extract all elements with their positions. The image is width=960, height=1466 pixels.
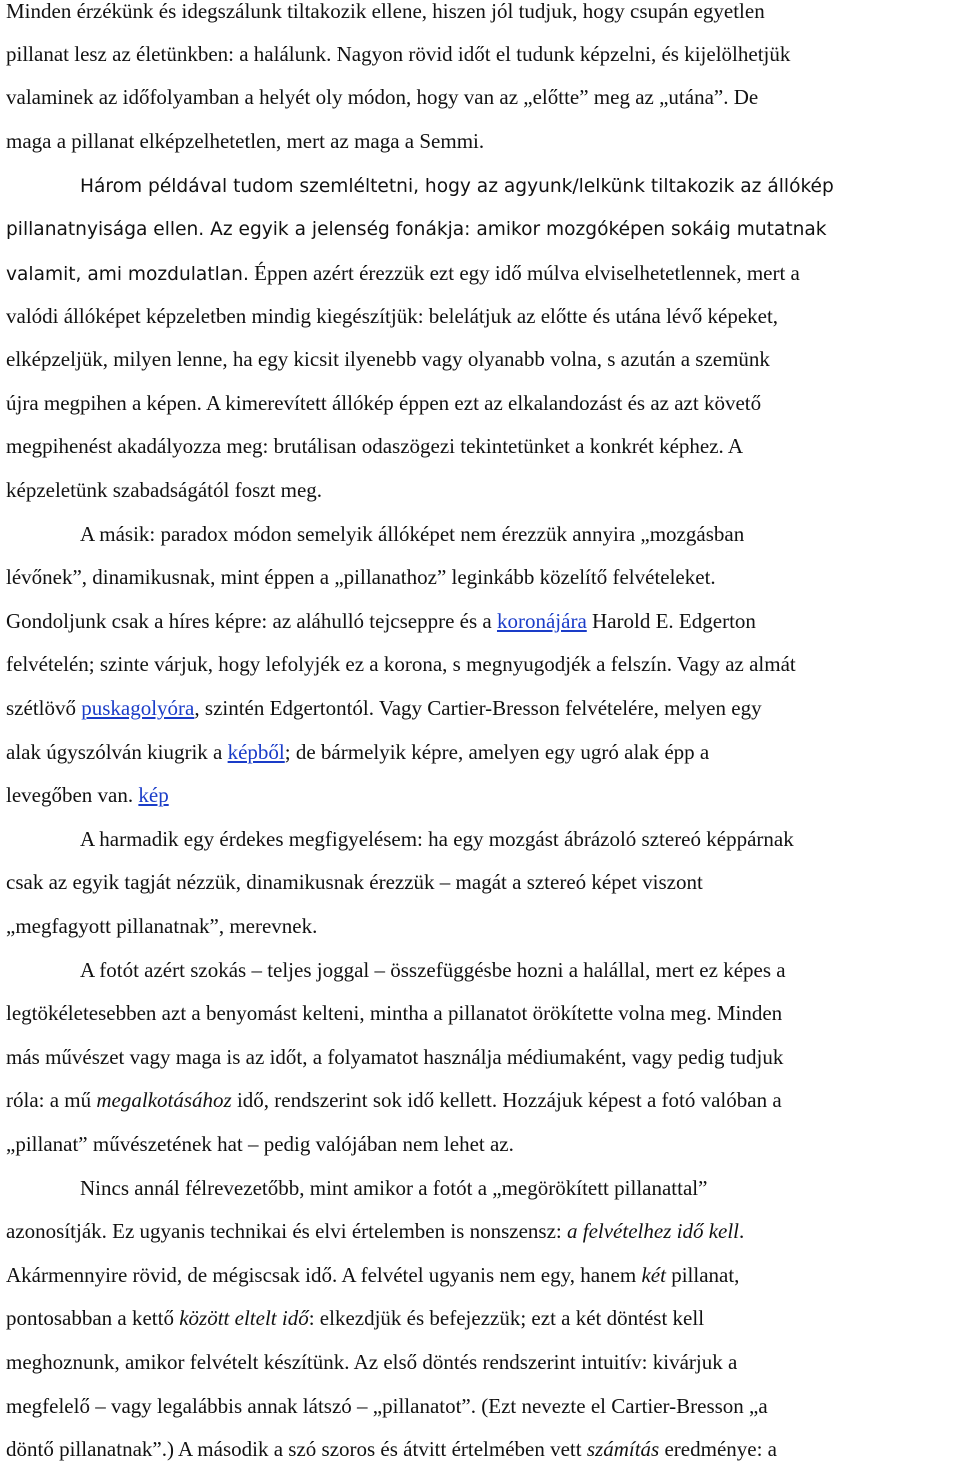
text-line xyxy=(6,909,317,943)
text-span: , szintén Edgertontól. Vagy Cartier-Bresson felvételére, melyen egy xyxy=(194,696,762,720)
text-span: újra megpihen a képen. xyxy=(6,391,202,415)
text-span-italic: számítás xyxy=(586,1437,660,1461)
text-span: Éppen azért érezzük ezt egy idő múlva elviselhetetlennek, mert a xyxy=(254,261,800,285)
text-line xyxy=(80,517,744,551)
text-span: Minden érzékünk és idegszálunk tiltakozik ellene, hiszen jól tudjuk, hogy csupán egyetlen xyxy=(6,0,765,23)
text-span-italic: megalkotásához xyxy=(96,1088,232,1112)
koronajara-link[interactable]: koronájára xyxy=(496,609,587,633)
text-line xyxy=(6,1432,777,1466)
text-span: róla: a mű xyxy=(6,1088,92,1112)
text-line xyxy=(6,996,782,1030)
text-span: Gondoljunk csak a híres képre: az aláhulló tejcseppre és a xyxy=(6,609,492,633)
text-line xyxy=(6,80,758,114)
text-span: valódi állóképet képzeletben mindig kiegészítjük: belelátjuk az előtte és utána lévő képeket, xyxy=(6,304,779,328)
text-span: eredménye: a xyxy=(664,1437,777,1461)
text-span-italic: két xyxy=(641,1263,666,1287)
text-span: ; de bármelyik képre, amelyen egy ugró alak épp a xyxy=(284,740,710,764)
text-line xyxy=(6,647,796,681)
text-line xyxy=(6,560,716,594)
text-line xyxy=(6,1345,737,1379)
text-span: alak úgyszólván kiugrik a xyxy=(6,740,223,764)
text-span: „pillanat” művészetének hat – pedig valójában nem lehet az. xyxy=(6,1132,514,1156)
text-line xyxy=(6,1214,744,1248)
text-span: lévőnek”, dinamikusnak, mint éppen a „pillanathoz” leginkább közelítő felvételeket. xyxy=(6,565,716,589)
text-line xyxy=(6,1040,783,1074)
text-line xyxy=(6,213,827,247)
text-span: levegőben van. xyxy=(6,783,134,807)
text-line xyxy=(6,1127,514,1161)
text-line xyxy=(6,37,790,71)
text-span-italic: a felvételhez idő kell xyxy=(567,1219,740,1243)
text-span: csak az egyik tagját nézzük, dinamikusnak érezzük – magát a sztereó képet viszont xyxy=(6,870,703,894)
text-span: . xyxy=(739,1219,745,1243)
text-span: más művészet vagy maga is az időt, a folyamatot használja médiumaként, vagy pedig tudjuk xyxy=(6,1045,784,1069)
text-line xyxy=(6,1083,782,1117)
text-line xyxy=(6,473,322,507)
text-span: idő, rendszerint sok idő kellett. Hozzájuk képest a fotó valóban a xyxy=(236,1088,782,1112)
text-span: pontosabban a kettő xyxy=(6,1306,174,1330)
text-span-italic: között eltelt idő xyxy=(179,1306,309,1330)
text-span: felvételén; szinte várjuk, hogy lefolyjék ez a korona, s megnyugodjék a felszín. Vagy az almát xyxy=(6,652,796,676)
text-line xyxy=(6,1258,739,1292)
puskagolyora-link[interactable]: puskagolyóra xyxy=(81,696,195,720)
text-line xyxy=(6,299,778,333)
text-line xyxy=(6,124,484,158)
text-line xyxy=(6,386,761,420)
text-line xyxy=(6,1301,704,1335)
text-span: képzeletünk szabadságától foszt meg. xyxy=(6,478,323,502)
text-line xyxy=(6,865,703,899)
text-span: „megfagyott pillanatnak”, merevnek. xyxy=(6,914,318,938)
text-span: A másik: paradox módon semelyik állóképet nem érezzük annyira „mozgásban xyxy=(80,522,745,546)
text-line xyxy=(6,735,709,769)
text-span: A harmadik egy érdekes megfigyelésem: ha egy mozgást ábrázoló sztereó képpárnak xyxy=(80,827,794,851)
text-line xyxy=(6,342,770,376)
text-line xyxy=(80,1171,707,1205)
text-line xyxy=(6,1389,768,1423)
text-span: legtökéletesebben azt a benyomást kelteni, mintha a pillanatot örökítette volna meg. Minden xyxy=(6,1001,783,1025)
text-line xyxy=(80,170,834,204)
text-line xyxy=(6,0,765,28)
text-line xyxy=(6,604,756,638)
text-span: megfelelő – vagy legalábbis annak látszó – „pillanatot”. (Ezt nevezte el Cartier-Bresson „a xyxy=(6,1394,768,1418)
text-line xyxy=(80,953,786,987)
text-line xyxy=(6,429,743,463)
kep-link[interactable]: kép xyxy=(138,783,169,807)
kepbol-link[interactable]: képből xyxy=(227,740,285,764)
text-span: pillanat, xyxy=(671,1263,740,1287)
text-span: Nincs annál félrevezetőbb, mint amikor a fotót a „megörökített pillanattal” xyxy=(80,1176,708,1200)
text-line xyxy=(6,256,800,290)
text-span: valamit, ami mozdulatlan. xyxy=(6,264,249,285)
text-span: maga a pillanat elképzelhetetlen, mert az maga a Semmi. xyxy=(6,129,485,153)
text-span: megpihenést akadályozza meg: brutálisan odaszögezi tekintetünket a konkrét képhez. A xyxy=(6,434,744,458)
text-span: valaminek az időfolyamban a helyét oly módon, hogy van az „előtte” meg az „utána”. De xyxy=(6,85,759,109)
text-span: elképzeljük, milyen lenne, ha egy kicsit ilyenebb vagy olyanabb volna, s azután a szemünk xyxy=(6,347,770,371)
text-span: A kimerevített állókép éppen ezt az elkalandozást és az azt követő xyxy=(206,391,762,415)
text-span: szétlövő xyxy=(6,696,76,720)
text-span: Akármennyire rövid, de mégiscsak idő. A felvétel ugyanis nem egy, hanem xyxy=(6,1263,637,1287)
text-line xyxy=(6,778,169,812)
text-span: azonosítják. Ez ugyanis technikai és elvi értelemben is nonszensz: xyxy=(6,1219,562,1243)
text-span: Három példával tudom szemléltetni, hogy az agyunk/lelkünk tiltakozik az állókép xyxy=(80,176,834,197)
text-span: : elkezdjük és befejezzük; ezt a két döntést kell xyxy=(308,1306,705,1330)
text-span: döntő pillanatnak”.) A második a szó szoros és átvitt értelmében vett xyxy=(6,1437,582,1461)
text-span: Harold E. Edgerton xyxy=(592,609,756,633)
text-span: pillanatnyisága ellen. Az egyik a jelenség fonákja: amikor mozgóképen sokáig mutatnak xyxy=(6,219,827,240)
text-span: pillanat lesz az életünkben: a halálunk. Nagyon rövid időt el tudunk képzelni, és kijelölhetjük xyxy=(6,42,791,66)
text-line xyxy=(80,822,794,856)
text-span: A fotót azért szokás – teljes joggal – összefüggésbe hozni a halállal, mert ez képes a xyxy=(80,958,786,982)
text-span: meghoznunk, amikor felvételt készítünk. Az első döntés rendszerint intuitív: kivárjuk a xyxy=(6,1350,738,1374)
text-line xyxy=(6,691,762,725)
